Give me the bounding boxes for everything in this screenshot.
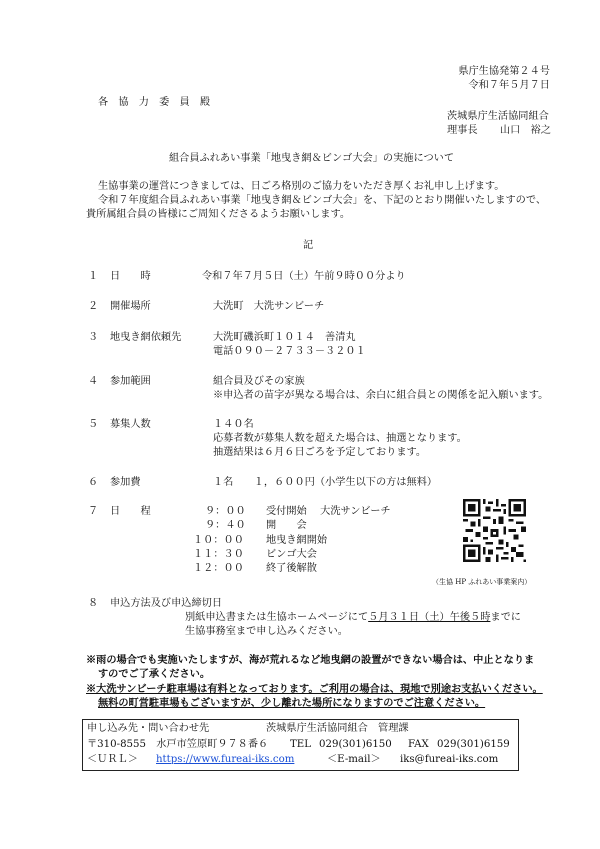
- schedule-event: 開 会: [266, 520, 307, 531]
- email-label: ＜E-mail＞: [327, 754, 381, 765]
- item-number: ６: [88, 477, 99, 488]
- schedule-event: 地曳き網開始: [266, 535, 328, 546]
- schedule-event: 終了後解散: [266, 563, 317, 574]
- apply-text: 別紙申込書または生協ホームページにて: [185, 612, 369, 623]
- contact-label: 申し込み先・問い合わせ先: [87, 723, 210, 734]
- rain-note-line2: すのでご了承ください。: [98, 668, 211, 680]
- subject: 組合員ふれあい事業「地曳き網＆ビンゴ大会」の実施について: [169, 153, 455, 164]
- item-value: １名 １，６００円（小学生以下の方は無料）: [213, 477, 438, 488]
- body-para2-line1: 令和７年度組合員ふれあい事業「地曳き網＆ビンゴ大会」を、下記のとおり開催いたしますので、: [98, 195, 547, 206]
- parking-note-line1: ※大洗サンビーチ駐車場は有料となっております。ご利用の場合は、現地で別途お支払いください。: [86, 683, 543, 695]
- schedule-time: １０：００: [193, 535, 244, 546]
- item-value: １４０名: [213, 419, 254, 430]
- schedule-event: ビンゴ大会: [266, 549, 317, 560]
- item-value: 組合員及びその家族: [213, 376, 305, 387]
- item-number: ７: [88, 506, 99, 517]
- item-value: 電話０９０－２７３３－３２０１: [213, 346, 366, 357]
- parking-note-line2: 無料の町営駐車場もございますが、少し離れた場所になりますのでご注意ください。: [98, 697, 486, 709]
- fax-number: 029(301)6159: [437, 739, 510, 750]
- schedule-time: １２：００: [193, 563, 244, 574]
- url-link[interactable]: https://www.fureai-iks.com: [156, 754, 295, 765]
- item-value: ※申込者の苗字が異なる場合は、余白に組合員との関係を記入願います。: [213, 390, 549, 401]
- sender-org: 茨城県庁生活協同組合: [447, 111, 549, 122]
- item-label: 日 程: [110, 506, 151, 517]
- contact-org: 茨城県庁生活協同組合 管理課: [266, 723, 409, 734]
- apply-deadline: ５月３１日（土）午後５時: [368, 612, 491, 623]
- item-value: 抽選結果は６月６日ごろを予定しております。: [213, 447, 427, 458]
- schedule-time: ９：００: [205, 506, 246, 517]
- ki-heading: 記: [303, 240, 314, 251]
- item-number: ２: [88, 301, 99, 312]
- item-value: 大洗町磯浜町１０１４ 善清丸: [213, 332, 356, 343]
- apply-line1: [185, 612, 521, 625]
- item-value: 大洗町 大洗サンビーチ: [213, 301, 325, 312]
- item-label: 募集人数: [110, 419, 151, 430]
- schedule-time: ９：４０: [205, 520, 246, 531]
- body-para2-line2: 貴所属組合員の皆様にご周知くださるようお願いします。: [86, 209, 351, 220]
- tel-label: TEL: [290, 739, 311, 750]
- fax-label: FAX: [408, 739, 429, 750]
- item-label: 地曳き網依頼先: [110, 332, 182, 343]
- rain-note-line1: ※雨の場合でも実施いたしますが、海が荒れるなど地曳網の設置ができない場合は、中止となりま: [86, 654, 535, 666]
- item-number: ４: [88, 376, 99, 387]
- schedule-time: １１：３０: [193, 549, 244, 560]
- recipient: 各 協 力 委 員 殿: [98, 97, 211, 108]
- qr-caption: （生協 HP ふれあい事業案内）: [432, 578, 532, 586]
- qr-code[interactable]: [463, 499, 526, 562]
- issue-date: 令和７年５月７日: [468, 80, 550, 91]
- tel-number: 029(301)6150: [319, 739, 392, 750]
- url-label: ＜ＵＲＬ＞: [87, 754, 138, 765]
- item-label: 参加範囲: [110, 376, 151, 387]
- sender-title: 理事長: [447, 125, 478, 136]
- item-label: 参加費: [110, 477, 141, 488]
- sender-name: 山口 裕之: [500, 125, 551, 136]
- doc-number: 県庁生協発第２４号: [458, 66, 550, 77]
- apply-line2: 生協事務室まで申し込みください。: [185, 626, 348, 637]
- item-label: 開催場所: [110, 301, 151, 312]
- apply-text: までに: [490, 612, 521, 623]
- item-number: ５: [88, 419, 99, 430]
- item-value: 令和７年７月５日（土）午前９時００分より: [202, 271, 406, 282]
- item-number: ３: [88, 332, 99, 343]
- body-para1: 生協事業の運営につきましては、日ごろ格別のご協力をいただき厚くお礼申し上げます。: [98, 181, 505, 192]
- item-value: 応募者数が募集人数を超えた場合は、抽選となります。: [213, 433, 467, 444]
- schedule-event: 受付開始 大洗サンビーチ: [266, 506, 391, 517]
- email-address[interactable]: iks@fureai-iks.com: [400, 754, 499, 765]
- item-number: １: [88, 271, 99, 282]
- item-label: 日 時: [110, 271, 151, 282]
- contact-address: 〒310-8555 水戸市笠原町９７８番６: [87, 739, 269, 750]
- item-label: 申込方法及び申込締切日: [110, 598, 223, 609]
- item-number: ８: [88, 598, 99, 609]
